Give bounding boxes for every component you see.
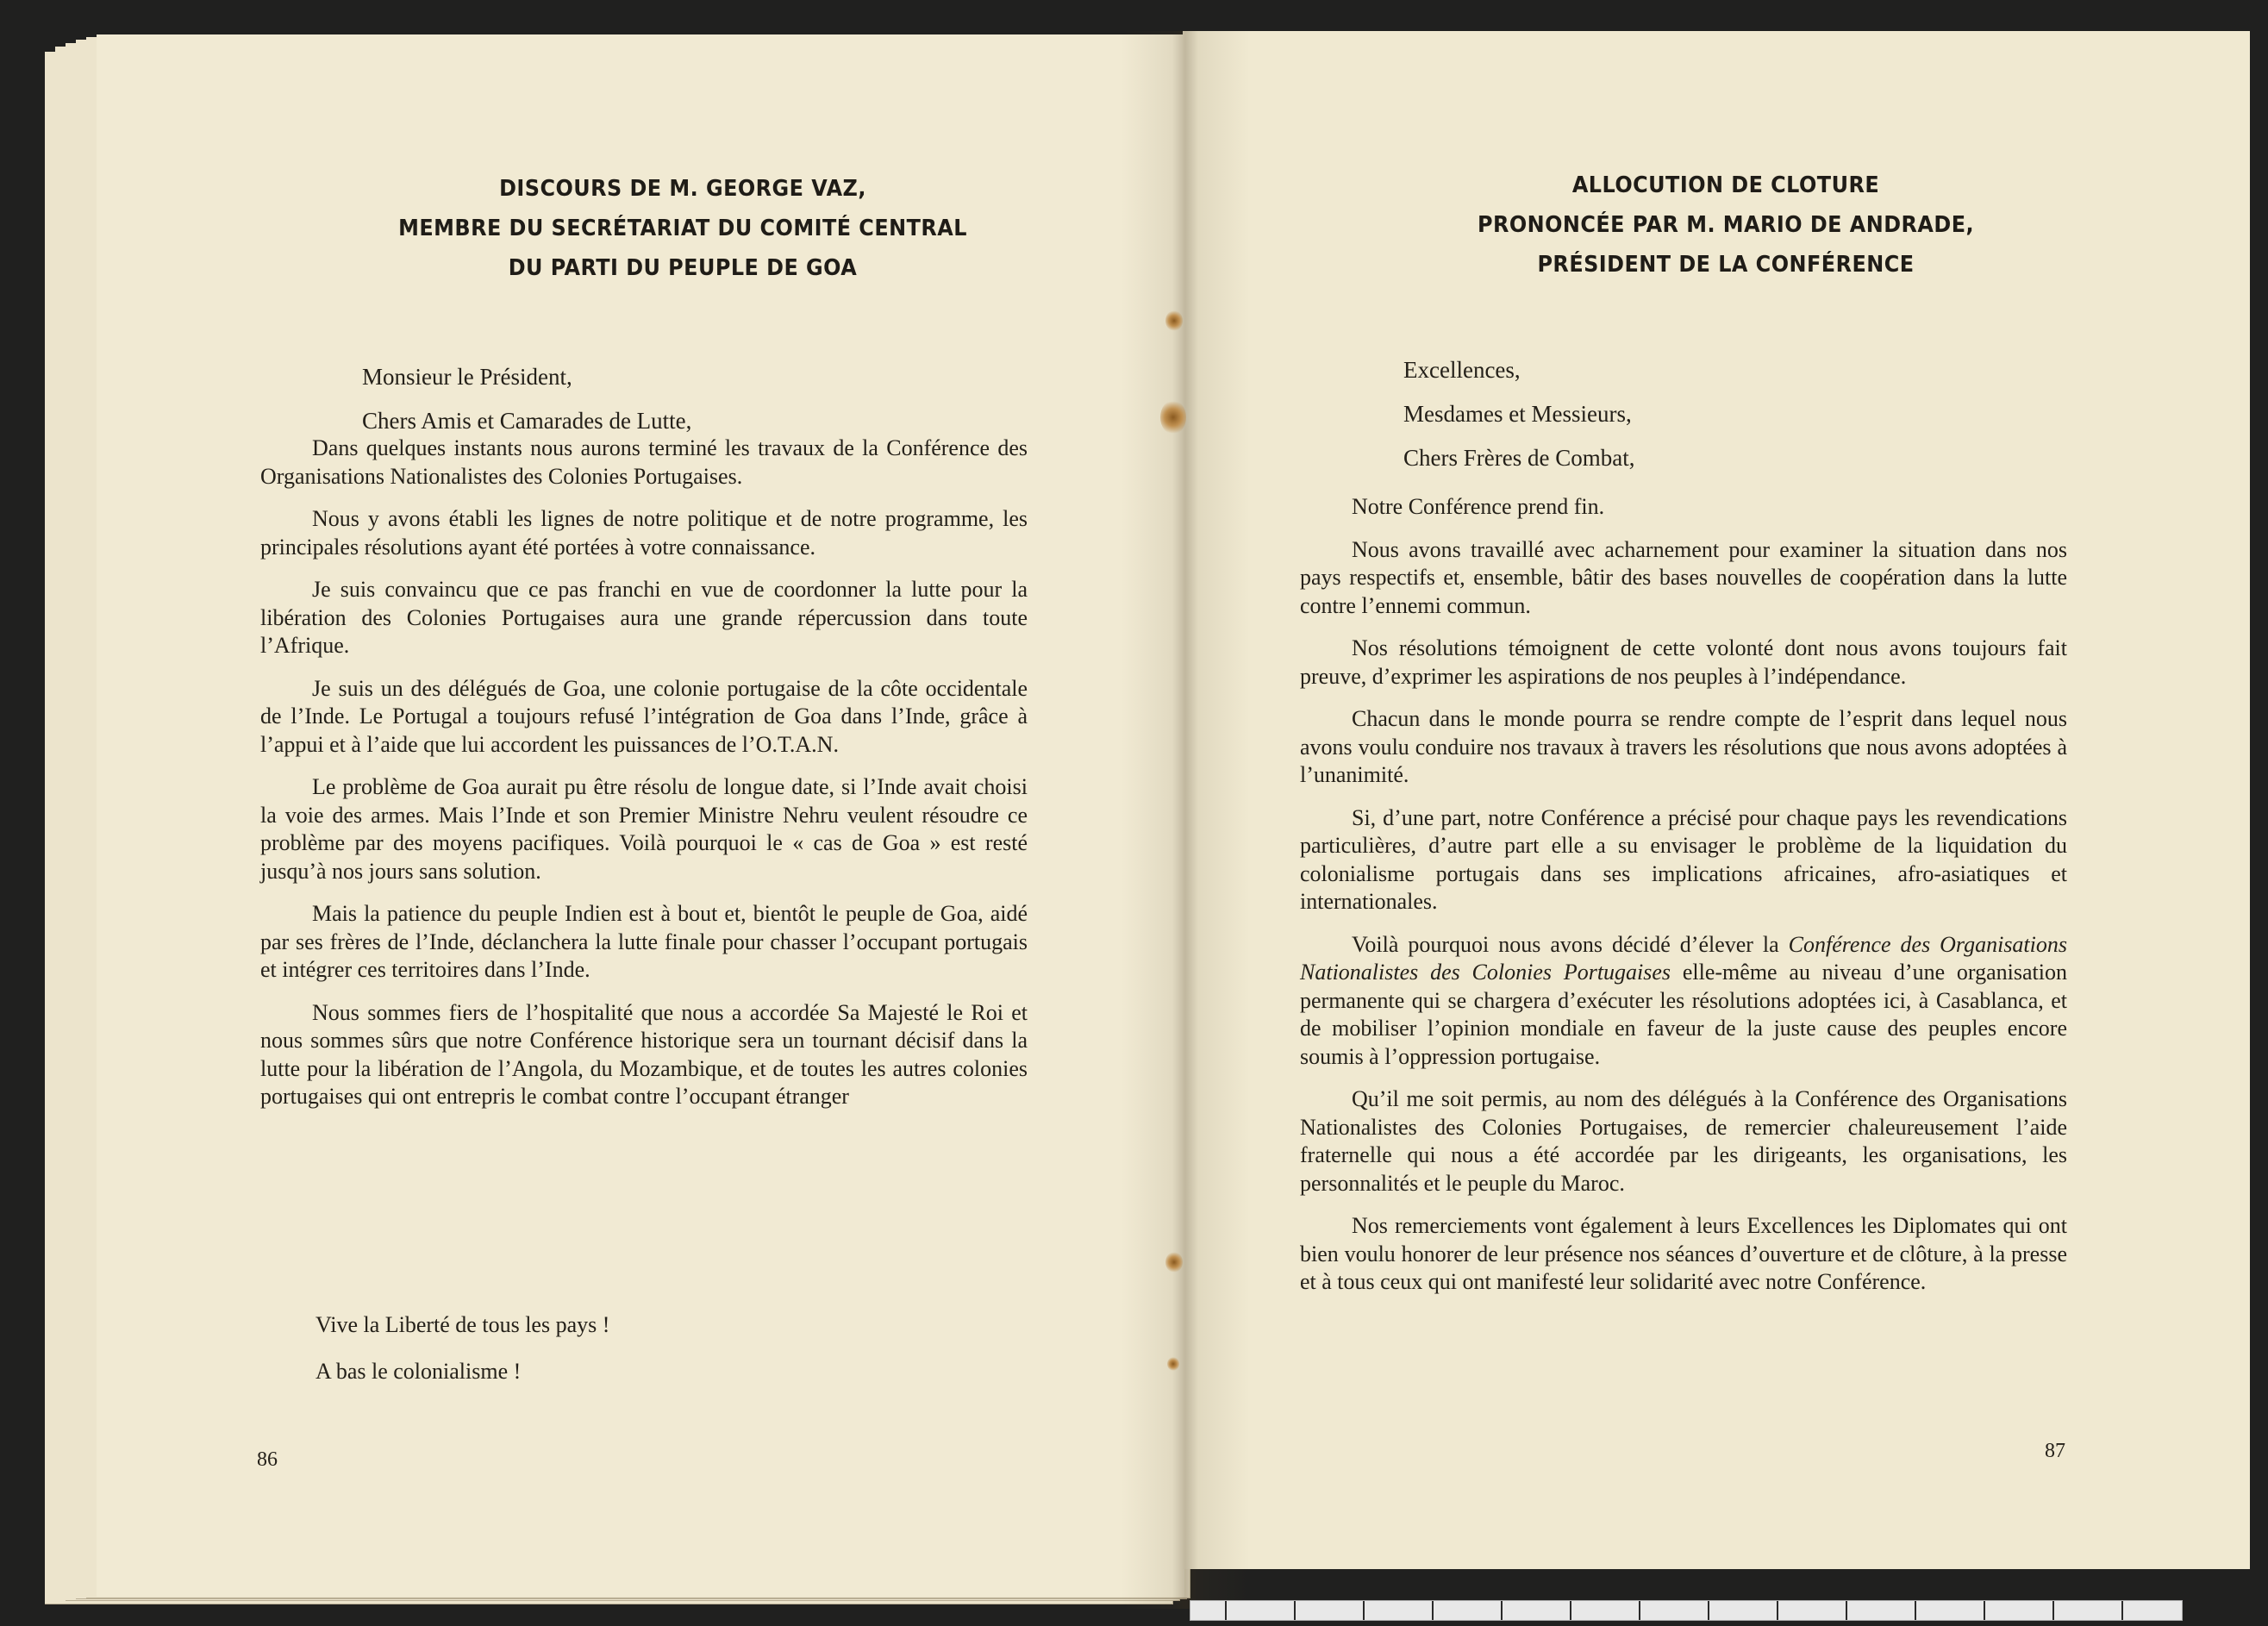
binding-stain <box>1160 400 1186 435</box>
italic-organisation-name: Conférence des Organisations Nationalistes des Colonies Portugaises <box>1300 931 2067 985</box>
text-run: elle-même au niveau d’une organisation permanente qui se chargera d’exécuter les résolutions adoptées ici, à Casablanca, et de mobiliser l’opinion mondiale en faveur de la juste cause des peuples encore soumis à l’oppression portugaise. <box>1300 960 2067 1069</box>
heading-line: PRÉSIDENT DE LA CONFÉRENCE <box>1537 252 1915 278</box>
right-page-heading <box>1329 166 2122 285</box>
closing-line: A bas le colonialisme ! <box>316 1359 522 1384</box>
paragraph: Nous y avons établi les lignes de notre politique et de notre programme, les principales résolutions ayant été portées à votre connaissance. <box>260 506 1028 560</box>
heading-line: DISCOURS DE M. GEORGE VAZ, <box>499 176 866 202</box>
right-salutations <box>1403 348 1634 480</box>
heading-line: PRONONCÉE PAR M. MARIO DE ANDRADE, <box>1477 212 1975 238</box>
left-page <box>97 34 1184 1597</box>
salutation: Chers Amis et Camarades de Lutte, <box>362 408 692 434</box>
salutation: Mesdames et Messieurs, <box>1403 401 1632 427</box>
paragraph-with-italic <box>1300 931 2067 1072</box>
right-page <box>1183 31 2250 1569</box>
paragraph: Mais la patience du peuple Indien est à bout et, bientôt le peuple de Goa, aidé par ses frères de l’Inde, déclanchera la lutte finale pour chasser l’occupant portugais et intégrer ces territoires dans l’Inde. <box>260 901 1028 982</box>
binding-stain <box>1167 1357 1179 1371</box>
page-number: 87 <box>2045 1440 2065 1462</box>
heading-line: MEMBRE DU SECRÉTARIAT DU COMITÉ CENTRAL <box>398 216 967 241</box>
paragraph: Chacun dans le monde pourra se rendre compte de l’esprit dans lequel nous avons voulu conduire nos travaux à travers les résolutions que nous avons adoptées à l’unanimité. <box>1300 706 2067 787</box>
binding-stain <box>1165 310 1183 331</box>
binding-stain <box>1165 1252 1183 1273</box>
heading-line: ALLOCUTION DE CLOTURE <box>1571 172 1880 198</box>
left-page-heading <box>286 169 1079 288</box>
paragraph: Le problème de Goa aurait pu être résolu de longue date, si l’Inde avait choisi la voie des armes. Mais l’Inde et son Premier Ministre Nehru veulent résoudre ce problème par des moyens pacifiques. Voilà pourquoi le « cas de Goa » est resté jusqu’à nos jours sans solution. <box>260 774 1028 884</box>
paragraph: Nous sommes fiers de l’hospitalité que nous a accordée Sa Majesté le Roi et nous sommes sûrs que notre Conférence historique sera un tournant décisif dans la lutte pour la libération de l’Angola, du Mozambique, et de toutes les autres colonies portugaises qui ont entrepris le combat contre l’occupant étranger <box>260 999 1028 1109</box>
left-body-text <box>260 435 1028 1119</box>
text-run: Voilà pourquoi nous avons décidé d’élever la <box>1352 931 1789 957</box>
left-closing <box>316 1302 609 1395</box>
closing-line: Vive la Liberté de tous les pays ! <box>316 1312 610 1337</box>
right-body-text <box>1300 493 2067 1311</box>
page-number: 86 <box>257 1448 278 1471</box>
scan-color-bar <box>1190 1600 2183 1621</box>
salutation: Excellences, <box>1403 357 1521 383</box>
book-gutter <box>1121 31 1250 1609</box>
paragraph: Qu’il me soit permis, au nom des délégués à la Conférence des Organisations Nationalistes des Colonies Portugaises, de remercier chaleureusement l’aide fraternelle qui nous a été accordée par les dirigeants, les organisations, les personnalités et le peuple du Maroc. <box>1300 1086 2067 1196</box>
paragraph: Nos résolutions témoignent de cette volonté dont nous avons toujours fait preuve, d’exprimer les aspirations de nos peuples à l’indépendance. <box>1300 635 2067 689</box>
paragraph: Si, d’une part, notre Conférence a précisé pour chaque pays les revendications particulières, d’autre part elle a su envisager le problème de la liquidation du colonialisme portugais dans ses implications africaines, afro-asiatiques et internationales. <box>1300 804 2067 914</box>
paragraph: Je suis un des délégués de Goa, une colonie portugaise de la côte occidentale de l’Inde. Le Portugal a toujours refusé l’intégration de Goa dans l’Inde, grâce à l’appui et à l’aide que lui accordent les puissances de l’O.T.A.N. <box>260 675 1028 757</box>
heading-line: DU PARTI DU PEUPLE DE GOA <box>508 255 858 281</box>
paragraph: Nous avons travaillé avec acharnement pour examiner la situation dans nos pays respectifs et, ensemble, bâtir des bases nouvelles de coopération dans la lutte contre l’ennemi commun. <box>1300 536 2067 618</box>
salutation: Monsieur le Président, <box>362 364 572 390</box>
paragraph: Je suis convaincu que ce pas franchi en vue de coordonner la lutte pour la libération des Colonies Portugaises aura une grande répercussion dans toute l’Afrique. <box>260 577 1028 658</box>
paragraph: Notre Conférence prend fin. <box>1352 494 1605 519</box>
left-salutations <box>362 355 691 443</box>
paragraph: Dans quelques instants nous aurons terminé les travaux de la Conférence des Organisations Nationalistes des Colonies Portugaises. <box>260 435 1028 489</box>
paragraph: Nos remerciements vont également à leurs Excellences les Diplomates qui ont bien voulu honorer de leur présence nos séances d’ouverture et de clôture, à la presse et à tous ceux qui ont manifesté leur solidarité avec notre Conférence. <box>1300 1213 2067 1294</box>
salutation: Chers Frères de Combat, <box>1403 445 1635 471</box>
